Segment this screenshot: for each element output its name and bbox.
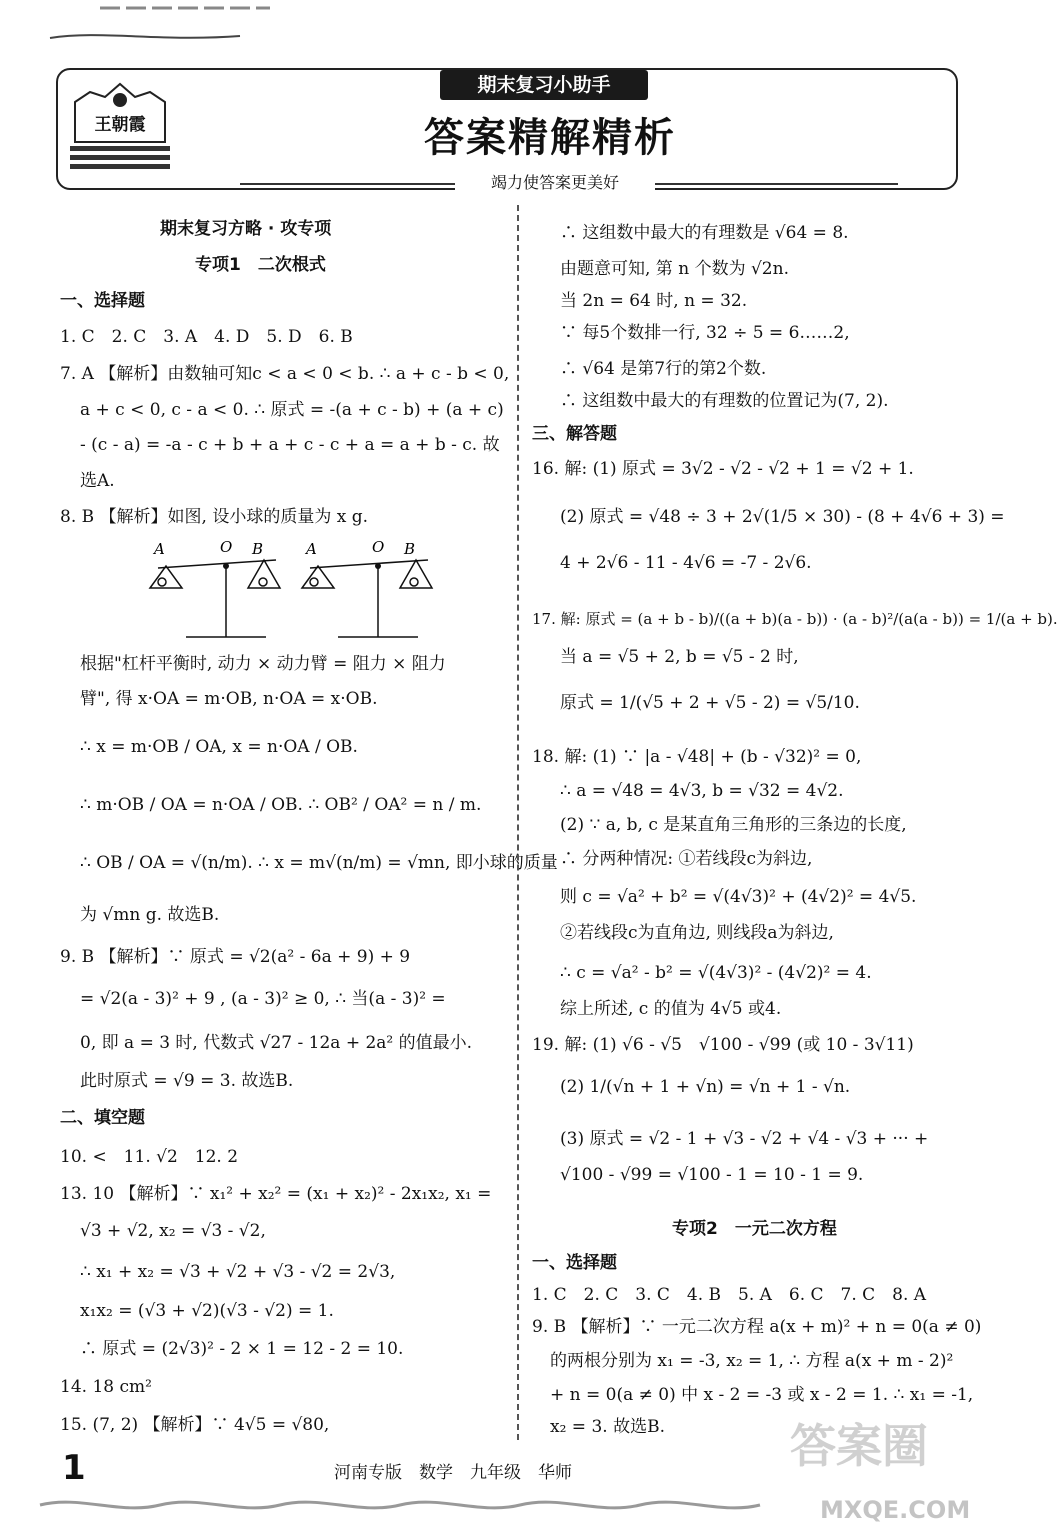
section-title: 期末复习方略 · 攻专项	[160, 219, 332, 239]
answer-line: x₂ = 3. 故选B.	[550, 1417, 665, 1437]
answer-line: 4 + 2√6 - 11 - 4√6 = -7 - 2√6.	[560, 553, 812, 573]
left-column	[60, 210, 558, 1450]
answer-line: 10. < 11. √2 12. 2	[60, 1147, 239, 1167]
subsection-heading: 三、解答题	[532, 424, 617, 444]
answer-line: 由题意可知, 第 n 个数为 √2n.	[560, 259, 789, 279]
answer-line: x₁x₂ = (√3 + √2)(√3 - √2) = 1.	[80, 1301, 334, 1321]
answer-line: 此时原式 = √9 = 3. 故选B.	[80, 1071, 294, 1091]
answer-line: 综上所述, c 的值为 4√5 或4.	[560, 999, 782, 1019]
subsection-heading: 二、填空题	[60, 1108, 145, 1128]
answer-line: 9. B 【解析】∵ 一元二次方程 a(x + m)² + n = 0(a ≠ 0)	[532, 1317, 982, 1337]
answer-line: 19. 解: (1) √6 - √5 √100 - √99 (或 10 - 3√11)	[532, 1035, 914, 1055]
subsection-heading: 一、选择题	[60, 291, 145, 311]
answer-line: ∴ 这组数中最大的有理数的位置记为(7, 2).	[560, 391, 889, 411]
answer-line: 当 2n = 64 时, n = 32.	[560, 291, 748, 311]
answer-line: 18. 解: (1) ∵ |a - √48| + (b - √32)² = 0,	[532, 747, 862, 767]
answer-line: (3) 原式 = √2 - 1 + √3 - √2 + √4 - √3 + ··· +	[560, 1129, 929, 1149]
answer-line: √100 - √99 = √100 - 1 = 10 - 1 = 9.	[560, 1165, 864, 1185]
answer-line: 0, 即 a = 3 时, 代数式 √27 - 12a + 2a² 的值最小.	[80, 1033, 473, 1053]
answer-line: 1. C 2. C 3. A 4. D 5. D 6. B	[60, 327, 353, 347]
answer-line: - (c - a) = -a - c + b + a + c - c + a = a + b - c. 故	[80, 435, 500, 455]
answer-line: 15. (7, 2) 【解析】∵ 4√5 = √80,	[60, 1415, 330, 1435]
answer-line: 8. B 【解析】如图, 设小球的质量为 x g.	[60, 507, 369, 527]
answer-line: ∵ 每5个数排一行, 32 ÷ 5 = 6……2,	[560, 323, 850, 343]
watermark-site: MXQE.COM	[820, 1496, 971, 1524]
answer-line: ∴ √64 是第7行的第2个数.	[560, 359, 767, 379]
answer-line: 16. 解: (1) 原式 = 3√2 - √2 - √2 + 1 = √2 + 1.	[532, 459, 914, 479]
answer-line: 17. 解: 原式 = (a + b - b)/((a + b)(a - b)) · (a - b)²/(a(a - b)) = 1/(a + b).	[532, 610, 1058, 628]
header-tag: 期末复习小助手	[440, 70, 648, 100]
answer-line: ∴ OB / OA = √(n/m). ∴ x = m√(n/m) = √mn, 即小球的质量	[80, 853, 558, 873]
answer-line: ∴ x₁ + x₂ = √3 + √2 + √3 - √2 = 2√3,	[80, 1262, 396, 1282]
answer-line: 原式 = 1/(√5 + 2 + √5 - 2) = √5/10.	[560, 693, 860, 713]
top-decoration	[40, 0, 280, 45]
logo-text: 王朝霞	[94, 115, 146, 135]
answer-line: 9. B 【解析】∵ 原式 = √2(a² - 6a + 9) + 9	[60, 947, 411, 967]
answer-line: (2) ∵ a, b, c 是某直角三角形的三条边的长度,	[560, 815, 907, 835]
answer-line: 根据"杠杆平衡时, 动力 × 动力臂 = 阻力 × 阻力	[80, 654, 446, 674]
answer-line: = √2(a - 3)² + 9 , (a - 3)² ≥ 0, ∴ 当(a - 3)² =	[80, 989, 446, 1009]
figure-label-a: A	[154, 540, 165, 558]
right-column	[532, 210, 1058, 1450]
answer-line: √3 + √2, x₂ = √3 - √2,	[80, 1221, 266, 1241]
page-title: 答案精解精析	[424, 115, 676, 161]
slogan: 竭力使答案更美好	[455, 172, 655, 194]
topic-heading: 专项2 一元二次方程	[672, 1219, 837, 1239]
figure-label-b: B	[252, 540, 264, 558]
topic-heading: 专项1 二次根式	[195, 255, 326, 275]
answer-line: 7. A 【解析】由数轴可知c < a < 0 < b. ∴ a + c - b < 0,	[60, 364, 510, 384]
answer-line: (2) 原式 = √48 ÷ 3 + 2√(1/5 × 30) - (8 + 4√6 + 3) =	[560, 507, 1005, 527]
answer-line: + n = 0(a ≠ 0) 中 x - 2 = -3 或 x - 2 = 1. ∴ x₁ = -1,	[550, 1385, 974, 1405]
answer-line: 为 √mn g. 故选B.	[80, 905, 220, 925]
footer-info: 河南专版 数学 九年级 华师	[334, 1463, 572, 1483]
figure-label-o: O	[372, 538, 385, 556]
figure-label-o: O	[220, 538, 233, 556]
watermark-logo: 答案圈	[790, 1419, 928, 1473]
answer-line: 臂", 得 x·OA = m·OB, n·OA = x·OB.	[80, 689, 378, 709]
answer-line: 选A.	[80, 471, 115, 491]
lever-figure	[148, 540, 478, 645]
answer-line: 的两根分别为 x₁ = -3, x₂ = 1, ∴ 方程 a(x + m - 2)²	[550, 1351, 954, 1371]
answer-line: ∴ 原式 = (2√3)² - 2 × 1 = 12 - 2 = 10.	[80, 1339, 404, 1359]
answer-line: ∴ a = √48 = 4√3, b = √32 = 4√2.	[560, 781, 844, 801]
bottom-decoration	[40, 1490, 820, 1520]
page-number: 1	[62, 1448, 86, 1488]
answer-line: (2) 1/(√n + 1 + √n) = √n + 1 - √n.	[560, 1077, 851, 1097]
answer-line: 1. C 2. C 3. C 4. B 5. A 6. C 7. C 8. A	[532, 1285, 927, 1305]
answer-line: a + c < 0, c - a < 0. ∴ 原式 = -(a + c - b) + (a + c)	[80, 400, 504, 420]
answer-line: ∴ c = √a² - b² = √(4√3)² - (4√2)² = 4.	[560, 963, 872, 983]
answer-line: ∴ 分两种情况: ①若线段c为斜边,	[560, 849, 813, 869]
answer-line: ∴ x = m·OB / OA, x = n·OA / OB.	[80, 737, 358, 757]
answer-line: ②若线段c为直角边, 则线段a为斜边,	[560, 923, 834, 943]
answer-line: ∴ m·OB / OA = n·OA / OB. ∴ OB² / OA² = n / m.	[80, 795, 482, 815]
answer-line: 则 c = √a² + b² = √(4√3)² + (4√2)² = 4√5.	[560, 887, 917, 907]
subsection-heading: 一、选择题	[532, 1253, 617, 1273]
answer-line: 14. 18 cm²	[60, 1377, 152, 1397]
figure-label-b: B	[404, 540, 416, 558]
column-divider	[517, 205, 519, 1440]
answer-line: ∴ 这组数中最大的有理数是 √64 = 8.	[560, 223, 849, 243]
answer-line: 当 a = √5 + 2, b = √5 - 2 时,	[560, 647, 799, 667]
figure-label-a: A	[306, 540, 317, 558]
answer-line: 13. 10 【解析】∵ x₁² + x₂² = (x₁ + x₂)² - 2x₁x₂, x₁ =	[60, 1184, 492, 1204]
